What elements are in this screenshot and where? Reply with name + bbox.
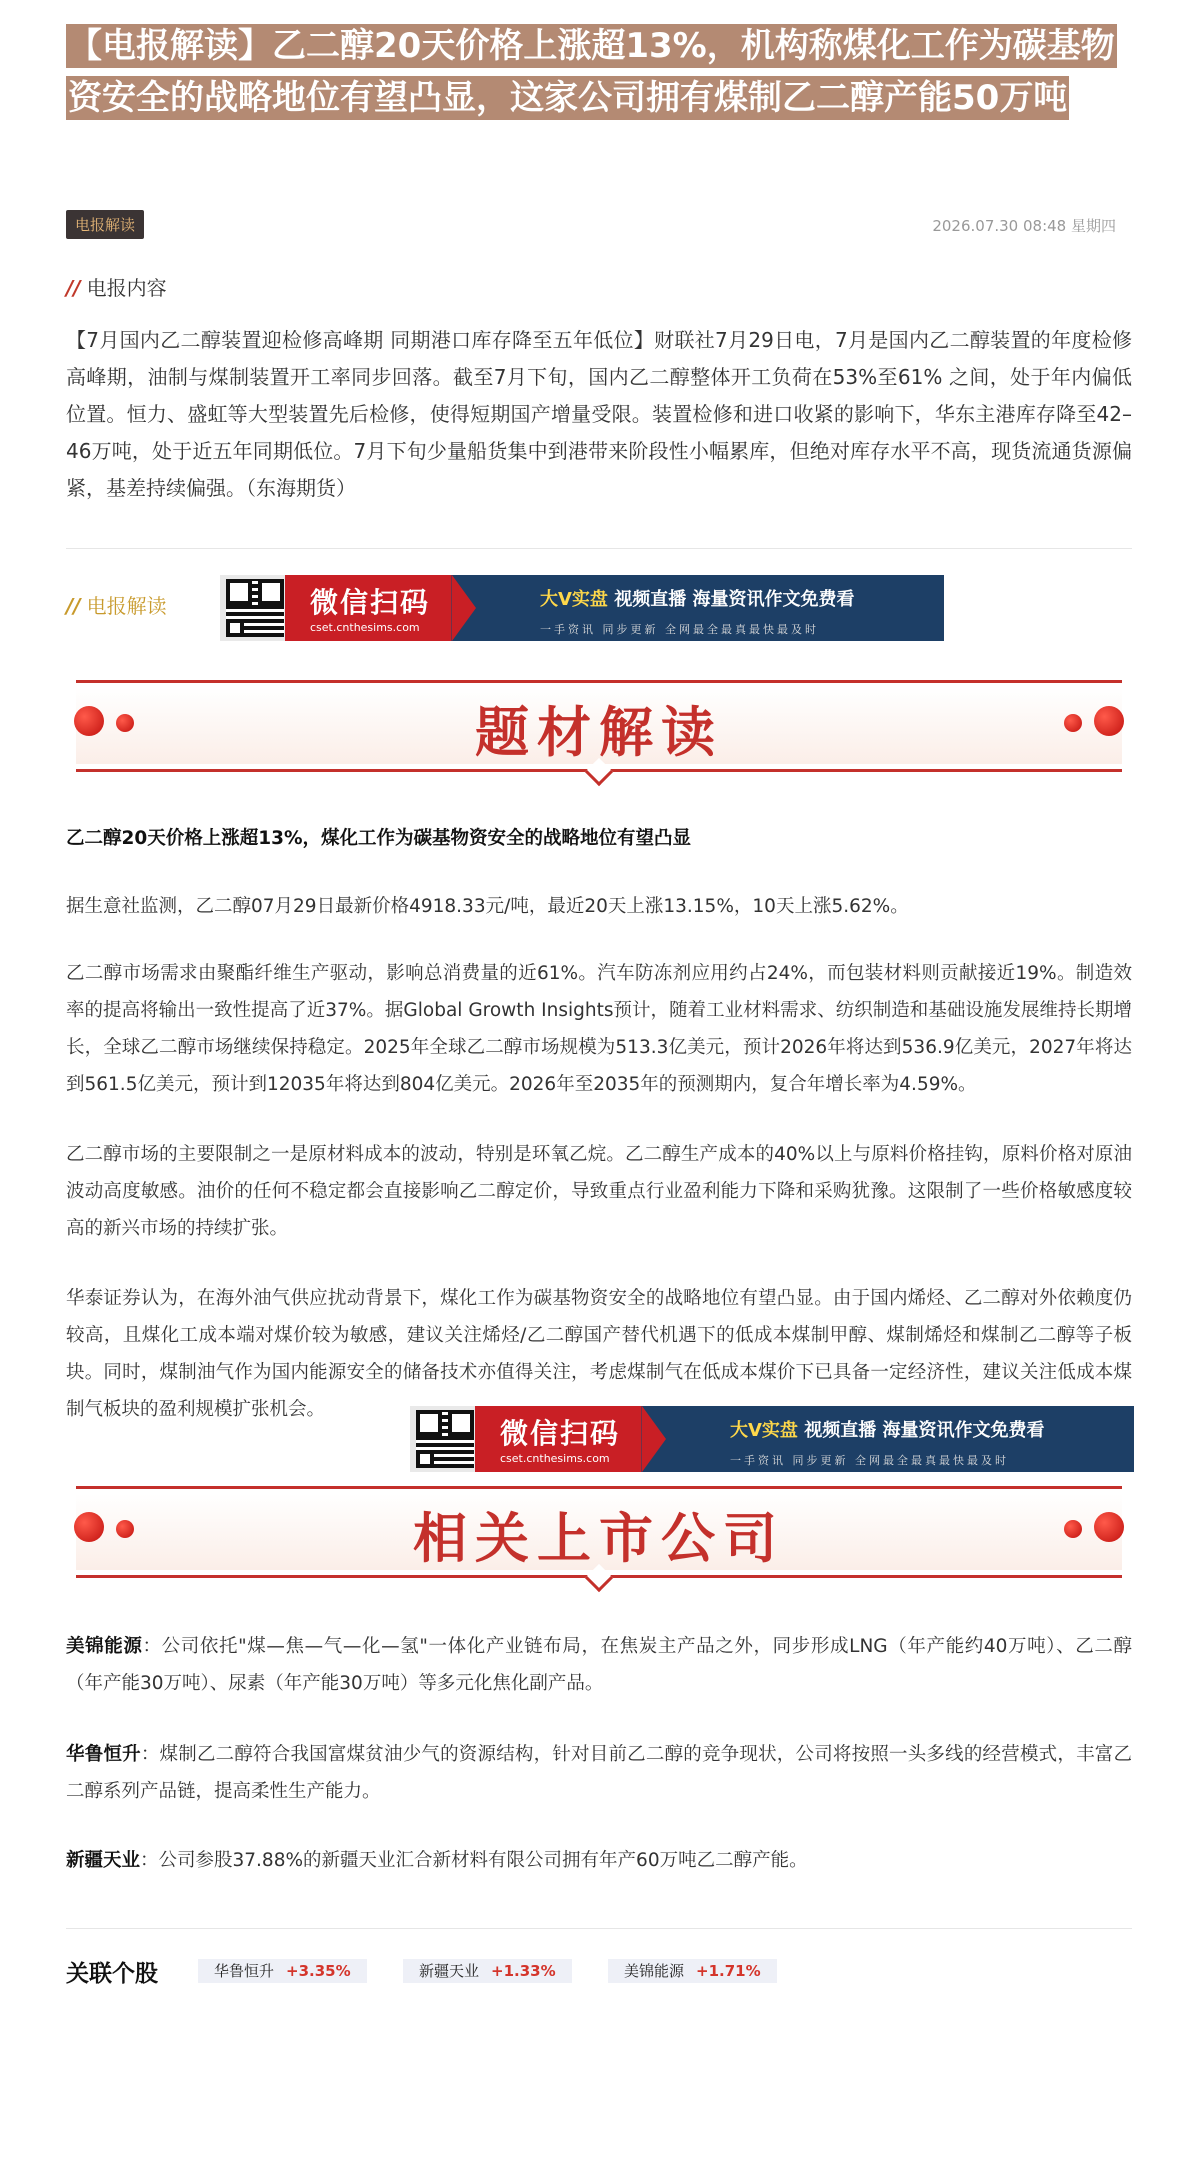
topic-paragraph-3: 乙二醇市场的主要限制之一是原材料成本的波动，特别是环氧乙烷。乙二醇生产成本的40%以上与原料价格挂钩，原料价格对原油波动高度敏感。油价的任何不稳定都会直接影响乙二醇定价，导致重点行业盈利能力下降和采购犹豫。这限制了一些价格敏感度较高的新兴市场的持续扩张。 (66, 1144, 1132, 1239)
companies-section-banner (66, 1482, 1132, 1588)
ad-banner-title: 微信扫码 (310, 586, 431, 619)
stock-name: 华鲁恒升 (214, 1962, 275, 1980)
ad-banner-wechat-qr[interactable] (220, 575, 944, 641)
ad-banner-wechat-qr[interactable] (410, 1406, 1134, 1472)
company-desc: ：煤制乙二醇符合我国富煤贫油少气的资源结构，针对目前乙二醇的竞争现状，公司将按照一头多线的经营模式，丰富乙二醇系列产品链，提高柔性生产能力。 (66, 1744, 1132, 1802)
companies-banner-text: 相关上市公司 (413, 1506, 785, 1570)
ad-banner-subline: 一手资讯 同步更新 全网最全最真最快最及时 (540, 623, 819, 636)
divider (66, 1928, 1132, 1929)
company-name[interactable]: 华鲁恒升 (66, 1744, 141, 1765)
ad-banner-slogan-prefix: 大V实盘 (540, 589, 608, 610)
related-stocks-label: 关联个股 (66, 1961, 158, 1987)
topic-section-banner (66, 676, 1132, 782)
telegram-heading (66, 272, 167, 301)
qr-code-icon (416, 1410, 474, 1468)
company-name[interactable]: 新疆天业 (66, 1850, 141, 1871)
stock-chip[interactable] (608, 1959, 777, 1983)
telegram-heading-label: 电报内容 (86, 276, 167, 300)
topic-paragraph-1: 据生意社监测，乙二醇07月29日最新价格4918.33元/吨，最近20天上涨13.15%，10天上涨5.62%。 (66, 896, 909, 917)
ad-banner-slogan (730, 1416, 1044, 1442)
ad-banner-arrow (642, 1406, 666, 1472)
company-desc: ：公司依托"煤—焦—气—化—氢"一体化产业链布局，在焦炭主产品之外，同步形成LNG（年产能约40万吨）、乙二醇（年产能30万吨）、尿素（年产能30万吨）等多元化焦化副产品。 (66, 1636, 1132, 1694)
stock-change: +1.71% (696, 1962, 761, 1980)
article-meta (66, 210, 1132, 238)
company-name[interactable]: 美锦能源 (66, 1636, 143, 1657)
company-item (66, 1628, 1132, 1702)
ad-banner-url: cset.cnthesims.com (310, 621, 420, 634)
ad-banner-title: 微信扫码 (500, 1417, 621, 1450)
article-title: 【电报解读】乙二醇20天价格上涨超13%，机构称煤化工作为碳基物资安全的战略地位有望凸显，这家公司拥有煤制乙二醇产能50万吨 (68, 26, 1115, 118)
ad-banner-subline: 一手资讯 同步更新 全网最全最真最快最及时 (730, 1454, 1009, 1467)
divider (66, 548, 1132, 549)
telegram-body: 【7月国内乙二醇装置迎检修高峰期 同期港口库存降至五年低位】财联社7月29日电，7月是国内乙二醇装置的年度检修高峰期，油制与煤制装置开工率同步回落。截至7月下旬，国内乙二醇整体开工负荷在53%至61% 之间，处于年内偏低位置。恒力、盛虹等大型装置先后检修，使得短期国产增量受限。装置检修和进口收紧的影响下，华东主港库存降至42–46万吨，处于近五年同期低位。7月下旬少量船货集中到港带来阶段性小幅累库，但绝对库存水平不高，现货流通货源偏紧，基差持续偏强。（东海期货） (66, 328, 1132, 500)
company-desc: ：公司参股37.88%的新疆天业汇合新材料有限公司拥有年产60万吨乙二醇产能。 (140, 1850, 808, 1871)
interpret-heading-label: 电报解读 (86, 594, 167, 618)
article-title-block (66, 20, 1132, 124)
topic-paragraph-2: 乙二醇市场需求由聚酯纤维生产驱动，影响总消费量的近61%。汽车防冻剂应用约占24%，而包装材料则贡献接近19%。制造效率的提高将输出一致性提高了近37%。据Global Growth Insights预计，随着工业材料需求、纺织制造和基础设施发展维持长期增长，全球乙二醇市场继续保持稳定。2025年全球乙二醇市场规模为513.3亿美元，预计2026年将达到536.9亿美元，2027年将达到561.5亿美元，预计到12035年将达到804亿美元。2026年至2035年的预测期内，复合年增长率为4.59%。 (66, 963, 1132, 1095)
stock-name: 新疆天业 (419, 1962, 480, 1980)
topic-subtitle (66, 820, 1132, 857)
category-tag[interactable]: 电报解读 (66, 210, 144, 239)
ad-banner-slogan-prefix: 大V实盘 (730, 1420, 798, 1441)
stock-chip[interactable] (198, 1959, 367, 1983)
related-stocks (66, 1955, 1132, 1989)
ad-banner-slogan-rest: 视频直播 海量资讯作文免费看 (614, 589, 855, 610)
stock-change: +1.33% (491, 1962, 556, 1980)
topic-paragraph-4: 华泰证券认为，在海外油气供应扰动背景下，煤化工作为碳基物资安全的战略地位有望凸显。由于国内烯烃、乙二醇对外依赖度仍较高，且煤化工成本端对煤价较为敏感，建议关注烯烃/乙二醇国产替代机遇下的低成本煤制甲醇、煤制烯烃和煤制乙二醇等子板块。同时，煤制油气作为国内能源安全的储备技术亦值得关注，考虑煤制气在低成本煤价下已具备一定经济性，建议关注低成本煤制气板块的盈利规模扩张机会。 (66, 1288, 1132, 1420)
ad-banner-url: cset.cnthesims.com (500, 1452, 610, 1465)
topic-banner-text: 题材解读 (475, 700, 723, 764)
ad-banner-slogan (540, 585, 854, 611)
slash-icon: // (66, 594, 81, 618)
slash-icon: // (66, 276, 81, 300)
stock-change: +3.35% (286, 1962, 351, 1980)
publish-datetime: 2026.07.30 08:48 星期四 (932, 217, 1116, 235)
ad-banner-arrow (452, 575, 476, 641)
stock-name: 美锦能源 (624, 1962, 685, 1980)
qr-code-icon (226, 579, 284, 637)
topic-subtitle-text: 乙二醇20天价格上涨超13%，煤化工作为碳基物资安全的战略地位有望凸显 (66, 828, 692, 849)
interpret-heading (66, 590, 167, 619)
ad-banner-slogan-rest: 视频直播 海量资讯作文免费看 (804, 1420, 1045, 1441)
company-item (66, 1736, 1132, 1810)
stock-chip[interactable] (403, 1959, 572, 1983)
company-item (66, 1842, 1132, 1879)
